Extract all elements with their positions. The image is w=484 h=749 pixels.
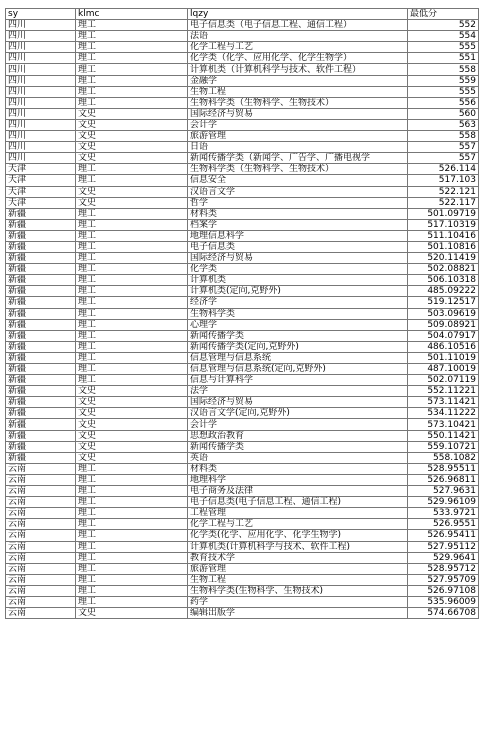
province-cell[interactable]: 新疆	[6, 319, 76, 330]
table-row	[6, 86, 479, 97]
min-score-cell[interactable]: 485.09222	[408, 286, 479, 297]
category-cell[interactable]: 文史	[76, 408, 188, 419]
table-row	[6, 486, 479, 497]
category-cell[interactable]: 理工	[76, 253, 188, 264]
category-cell[interactable]: 理工	[76, 585, 188, 596]
category-cell[interactable]: 文史	[76, 397, 188, 408]
table-row	[6, 31, 479, 42]
major-cell[interactable]: 电子信息类（电子信息工程、通信工程）	[188, 20, 408, 31]
table-row	[6, 552, 479, 563]
category-cell[interactable]: 文史	[76, 131, 188, 142]
major-cell[interactable]: 新闻传播学类(定向,克野外)	[188, 341, 408, 352]
table-row	[6, 352, 479, 363]
major-cell[interactable]: 电子信息类	[188, 241, 408, 252]
category-cell[interactable]: 文史	[76, 441, 188, 452]
province-cell[interactable]: 四川	[6, 86, 76, 97]
major-cell[interactable]: 汉语言文学(定向,克野外)	[188, 408, 408, 419]
category-cell[interactable]: 理工	[76, 319, 188, 330]
category-cell[interactable]: 理工	[76, 20, 188, 31]
min-score-cell[interactable]: 529.9641	[408, 552, 479, 563]
table-row	[6, 541, 479, 552]
table-row	[6, 197, 479, 208]
province-cell[interactable]: 云南	[6, 486, 76, 497]
province-cell[interactable]: 新疆	[6, 352, 76, 363]
major-cell[interactable]: 日语	[188, 142, 408, 153]
province-cell[interactable]: 四川	[6, 75, 76, 86]
table-row	[6, 20, 479, 31]
table-row	[6, 97, 479, 108]
min-score-cell[interactable]: 573.10421	[408, 419, 479, 430]
province-cell[interactable]: 四川	[6, 97, 76, 108]
table-row	[6, 297, 479, 308]
table-row	[6, 563, 479, 574]
major-cell[interactable]: 地理科学	[188, 474, 408, 485]
table-row	[6, 286, 479, 297]
province-cell[interactable]: 云南	[6, 596, 76, 607]
table-row	[6, 596, 479, 607]
category-cell[interactable]: 理工	[76, 86, 188, 97]
table-row	[6, 441, 479, 452]
min-score-cell[interactable]: 487.10019	[408, 364, 479, 375]
category-cell[interactable]: 理工	[76, 64, 188, 75]
province-cell[interactable]: 云南	[6, 574, 76, 585]
table-row	[6, 419, 479, 430]
category-cell[interactable]: 理工	[76, 297, 188, 308]
table-row	[6, 308, 479, 319]
min-score-cell[interactable]: 501.09719	[408, 208, 479, 219]
table-row	[6, 108, 479, 119]
major-cell[interactable]: 档案学	[188, 219, 408, 230]
min-score-cell[interactable]: 527.95112	[408, 541, 479, 552]
min-score-cell[interactable]: 533.9721	[408, 508, 479, 519]
major-cell[interactable]: 旅游管理	[188, 131, 408, 142]
major-cell[interactable]: 电子商务及法律	[188, 486, 408, 497]
province-cell[interactable]: 云南	[6, 585, 76, 596]
category-cell[interactable]: 理工	[76, 486, 188, 497]
province-cell[interactable]: 新疆	[6, 241, 76, 252]
major-cell[interactable]: 生物工程	[188, 86, 408, 97]
min-score-cell[interactable]: 560	[408, 108, 479, 119]
category-cell[interactable]: 理工	[76, 563, 188, 574]
min-score-cell[interactable]: 519.12517	[408, 297, 479, 308]
min-score-cell[interactable]: 526.9551	[408, 519, 479, 530]
province-cell[interactable]: 云南	[6, 541, 76, 552]
category-cell[interactable]: 理工	[76, 574, 188, 585]
header-cell-lqzy[interactable]: lqzy	[188, 9, 408, 20]
table-row	[6, 408, 479, 419]
table-row	[6, 131, 479, 142]
category-cell[interactable]: 理工	[76, 330, 188, 341]
province-cell[interactable]: 云南	[6, 474, 76, 485]
min-score-cell[interactable]: 527.95709	[408, 574, 479, 585]
major-cell[interactable]: 信息管理与信息系统	[188, 352, 408, 363]
major-cell[interactable]: 教育技术学	[188, 552, 408, 563]
category-cell[interactable]: 理工	[76, 75, 188, 86]
category-cell[interactable]: 文史	[76, 119, 188, 130]
min-score-cell[interactable]: 526.114	[408, 164, 479, 175]
province-cell[interactable]: 云南	[6, 530, 76, 541]
table-row	[6, 452, 479, 463]
province-cell[interactable]: 云南	[6, 563, 76, 574]
min-score-cell[interactable]: 551	[408, 53, 479, 64]
min-score-cell[interactable]: 522.117	[408, 197, 479, 208]
major-cell[interactable]: 化学类	[188, 264, 408, 275]
major-cell[interactable]: 国际经济与贸易	[188, 253, 408, 264]
province-cell[interactable]: 云南	[6, 552, 76, 563]
province-cell[interactable]: 四川	[6, 31, 76, 42]
major-cell[interactable]: 计算机类(定向,克野外)	[188, 286, 408, 297]
category-cell[interactable]: 理工	[76, 508, 188, 519]
table-row	[6, 585, 479, 596]
category-cell[interactable]: 理工	[76, 463, 188, 474]
province-cell[interactable]: 四川	[6, 119, 76, 130]
major-cell[interactable]: 旅游管理	[188, 563, 408, 574]
min-score-cell[interactable]: 528.95712	[408, 563, 479, 574]
min-score-cell[interactable]: 535.96009	[408, 596, 479, 607]
table-row	[6, 574, 479, 585]
province-cell[interactable]: 新疆	[6, 253, 76, 264]
category-cell[interactable]: 理工	[76, 352, 188, 363]
min-score-cell[interactable]: 558	[408, 131, 479, 142]
major-cell[interactable]: 新闻传播学类（新闻学、广告学、广播电视学	[188, 153, 408, 164]
category-cell[interactable]: 文史	[76, 108, 188, 119]
major-cell[interactable]: 法语	[188, 31, 408, 42]
major-cell[interactable]: 药学	[188, 596, 408, 607]
min-score-cell[interactable]: 526.97108	[408, 585, 479, 596]
table-row	[6, 519, 479, 530]
table-row	[6, 497, 479, 508]
province-cell[interactable]: 天津	[6, 175, 76, 186]
category-cell[interactable]: 理工	[76, 175, 188, 186]
province-cell[interactable]: 新疆	[6, 230, 76, 241]
min-score-cell[interactable]: 509.08921	[408, 319, 479, 330]
table-row	[6, 397, 479, 408]
province-cell[interactable]: 四川	[6, 42, 76, 53]
category-cell[interactable]: 文史	[76, 452, 188, 463]
table-row	[6, 463, 479, 474]
min-score-cell[interactable]: 559.10721	[408, 441, 479, 452]
category-cell[interactable]: 理工	[76, 42, 188, 53]
min-score-cell[interactable]: 528.95511	[408, 463, 479, 474]
min-score-cell[interactable]: 527.9631	[408, 486, 479, 497]
min-score-cell[interactable]: 552	[408, 20, 479, 31]
category-cell[interactable]: 理工	[76, 275, 188, 286]
major-cell[interactable]: 电子信息类(电子信息工程、通信工程)	[188, 497, 408, 508]
min-score-cell[interactable]: 557	[408, 142, 479, 153]
min-score-cell[interactable]: 558	[408, 64, 479, 75]
table-row	[6, 319, 479, 330]
category-cell[interactable]: 文史	[76, 608, 188, 619]
table-row	[6, 275, 479, 286]
category-cell[interactable]: 理工	[76, 596, 188, 607]
category-cell[interactable]: 理工	[76, 364, 188, 375]
table-row	[6, 474, 479, 485]
category-cell[interactable]: 理工	[76, 530, 188, 541]
table-row	[6, 508, 479, 519]
table-row	[6, 42, 479, 53]
table-row	[6, 64, 479, 75]
min-score-cell[interactable]: 517.103	[408, 175, 479, 186]
major-cell[interactable]: 化学类（化学、应用化学、化学生物学）	[188, 53, 408, 64]
table-row	[6, 253, 479, 264]
table-row	[6, 530, 479, 541]
table-row	[6, 164, 479, 175]
province-cell[interactable]: 新疆	[6, 430, 76, 441]
min-score-cell[interactable]: 503.09619	[408, 308, 479, 319]
category-cell[interactable]: 理工	[76, 541, 188, 552]
min-score-cell[interactable]: 511.10416	[408, 230, 479, 241]
major-cell[interactable]: 会计学	[188, 119, 408, 130]
major-cell[interactable]: 新闻传播学类	[188, 330, 408, 341]
category-cell[interactable]: 理工	[76, 164, 188, 175]
category-cell[interactable]: 理工	[76, 341, 188, 352]
min-score-cell[interactable]: 556	[408, 97, 479, 108]
category-cell[interactable]: 文史	[76, 386, 188, 397]
table-row	[6, 119, 479, 130]
category-cell[interactable]: 文史	[76, 430, 188, 441]
category-cell[interactable]: 理工	[76, 219, 188, 230]
min-score-cell[interactable]: 555	[408, 42, 479, 53]
province-cell[interactable]: 四川	[6, 20, 76, 31]
province-cell[interactable]: 新疆	[6, 275, 76, 286]
category-cell[interactable]: 理工	[76, 230, 188, 241]
province-cell[interactable]: 四川	[6, 53, 76, 64]
category-cell[interactable]: 理工	[76, 264, 188, 275]
category-cell[interactable]: 理工	[76, 474, 188, 485]
major-cell[interactable]: 生物工程	[188, 574, 408, 585]
min-score-cell[interactable]: 501.10816	[408, 241, 479, 252]
table-row	[6, 219, 479, 230]
province-cell[interactable]: 新疆	[6, 264, 76, 275]
major-cell[interactable]: 思想政治教育	[188, 430, 408, 441]
province-cell[interactable]: 新疆	[6, 386, 76, 397]
major-cell[interactable]: 新闻传播学类	[188, 441, 408, 452]
min-score-cell[interactable]: 526.96811	[408, 474, 479, 485]
table-row	[6, 142, 479, 153]
major-cell[interactable]: 编辑出版学	[188, 608, 408, 619]
major-cell[interactable]: 法学	[188, 386, 408, 397]
province-cell[interactable]: 云南	[6, 463, 76, 474]
major-cell[interactable]: 会计学	[188, 419, 408, 430]
province-cell[interactable]: 云南	[6, 508, 76, 519]
category-cell[interactable]: 理工	[76, 552, 188, 563]
province-cell[interactable]: 新疆	[6, 375, 76, 386]
major-cell[interactable]: 地理信息科学	[188, 230, 408, 241]
category-cell[interactable]: 理工	[76, 497, 188, 508]
table-row	[6, 208, 479, 219]
province-cell[interactable]: 新疆	[6, 364, 76, 375]
major-cell[interactable]: 哲学	[188, 197, 408, 208]
category-cell[interactable]: 文史	[76, 142, 188, 153]
table-row	[6, 230, 479, 241]
major-cell[interactable]: 计算机类(计算机科学与技术、软件工程)	[188, 541, 408, 552]
min-score-cell[interactable]: 557	[408, 153, 479, 164]
min-score-cell[interactable]: 574.66708	[408, 608, 479, 619]
major-cell[interactable]: 生物科学类	[188, 308, 408, 319]
province-cell[interactable]: 四川	[6, 142, 76, 153]
category-cell[interactable]: 理工	[76, 53, 188, 64]
min-score-cell[interactable]: 552.11221	[408, 386, 479, 397]
province-cell[interactable]: 四川	[6, 108, 76, 119]
province-cell[interactable]: 新疆	[6, 308, 76, 319]
major-cell[interactable]: 经济学	[188, 297, 408, 308]
header-cell-klmc[interactable]: klmc	[76, 9, 188, 20]
table-row	[6, 241, 479, 252]
major-cell[interactable]: 材料类	[188, 208, 408, 219]
category-cell[interactable]: 理工	[76, 308, 188, 319]
table-row	[6, 608, 479, 619]
major-cell[interactable]: 心理学	[188, 319, 408, 330]
table-row	[6, 186, 479, 197]
province-cell[interactable]: 云南	[6, 608, 76, 619]
min-score-cell[interactable]: 534.11222	[408, 408, 479, 419]
min-score-cell[interactable]: 502.07119	[408, 375, 479, 386]
province-cell[interactable]: 新疆	[6, 397, 76, 408]
major-cell[interactable]: 英语	[188, 452, 408, 463]
major-cell[interactable]: 信息与计算科学	[188, 375, 408, 386]
min-score-cell[interactable]: 502.08821	[408, 264, 479, 275]
major-cell[interactable]: 工程管理	[188, 508, 408, 519]
header-cell-sy[interactable]: sy	[6, 9, 76, 20]
province-cell[interactable]: 新疆	[6, 286, 76, 297]
category-cell[interactable]: 理工	[76, 241, 188, 252]
major-cell[interactable]: 国际经济与贸易	[188, 108, 408, 119]
min-score-cell[interactable]: 520.11419	[408, 253, 479, 264]
category-cell[interactable]: 理工	[76, 286, 188, 297]
min-score-cell[interactable]: 550.11421	[408, 430, 479, 441]
category-cell[interactable]: 文史	[76, 197, 188, 208]
province-cell[interactable]: 新疆	[6, 452, 76, 463]
major-cell[interactable]: 信息管理与信息系统(定向,克野外)	[188, 364, 408, 375]
table-row	[6, 175, 479, 186]
province-cell[interactable]: 四川	[6, 153, 76, 164]
major-cell[interactable]: 生物科学类(生物科学、生物技术)	[188, 585, 408, 596]
province-cell[interactable]: 新疆	[6, 441, 76, 452]
category-cell[interactable]: 理工	[76, 208, 188, 219]
category-cell[interactable]: 文史	[76, 186, 188, 197]
province-cell[interactable]: 四川	[6, 64, 76, 75]
province-cell[interactable]: 天津	[6, 197, 76, 208]
category-cell[interactable]: 文史	[76, 419, 188, 430]
province-cell[interactable]: 云南	[6, 519, 76, 530]
province-cell[interactable]: 新疆	[6, 219, 76, 230]
province-cell[interactable]: 新疆	[6, 408, 76, 419]
header-cell-min-score[interactable]: 最低分	[408, 9, 479, 20]
major-cell[interactable]: 化学工程与工艺	[188, 519, 408, 530]
category-cell[interactable]: 理工	[76, 519, 188, 530]
table-row	[6, 75, 479, 86]
min-score-cell[interactable]: 563	[408, 119, 479, 130]
min-score-cell[interactable]: 522.121	[408, 186, 479, 197]
min-score-cell[interactable]: 504.07917	[408, 330, 479, 341]
province-cell[interactable]: 四川	[6, 131, 76, 142]
province-cell[interactable]: 新疆	[6, 297, 76, 308]
province-cell[interactable]: 新疆	[6, 330, 76, 341]
min-score-cell[interactable]: 555	[408, 86, 479, 97]
header-row	[6, 9, 479, 20]
table-row	[6, 330, 479, 341]
min-score-cell[interactable]: 501.11019	[408, 352, 479, 363]
major-cell[interactable]: 化学类(化学、应用化学、化学生物学)	[188, 530, 408, 541]
min-score-cell[interactable]: 526.95411	[408, 530, 479, 541]
major-cell[interactable]: 计算机类	[188, 275, 408, 286]
min-score-cell[interactable]: 559	[408, 75, 479, 86]
table-row	[6, 341, 479, 352]
major-cell[interactable]: 生物科学类（生物科学、生物技术）	[188, 164, 408, 175]
table-row	[6, 430, 479, 441]
table-row	[6, 386, 479, 397]
min-score-cell[interactable]: 558.1082	[408, 452, 479, 463]
major-cell[interactable]: 金融学	[188, 75, 408, 86]
min-score-cell[interactable]: 506.10318	[408, 275, 479, 286]
province-cell[interactable]: 天津	[6, 186, 76, 197]
min-score-cell[interactable]: 529.96109	[408, 497, 479, 508]
category-cell[interactable]: 理工	[76, 31, 188, 42]
major-cell[interactable]: 汉语言文学	[188, 186, 408, 197]
table-row	[6, 53, 479, 64]
table-row	[6, 375, 479, 386]
min-score-cell[interactable]: 573.11421	[408, 397, 479, 408]
province-cell[interactable]: 天津	[6, 164, 76, 175]
major-cell[interactable]: 信息安全	[188, 175, 408, 186]
province-cell[interactable]: 新疆	[6, 419, 76, 430]
min-score-cell[interactable]: 486.10516	[408, 341, 479, 352]
category-cell[interactable]: 理工	[76, 375, 188, 386]
min-score-cell[interactable]: 517.10319	[408, 219, 479, 230]
category-cell[interactable]: 理工	[76, 97, 188, 108]
province-cell[interactable]: 新疆	[6, 208, 76, 219]
major-cell[interactable]: 化学工程与工艺	[188, 42, 408, 53]
province-cell[interactable]: 云南	[6, 497, 76, 508]
table-row	[6, 364, 479, 375]
major-cell[interactable]: 生物科学类（生物科学、生物技术）	[188, 97, 408, 108]
admission-score-table	[5, 8, 479, 619]
table-row	[6, 264, 479, 275]
table-row	[6, 153, 479, 164]
category-cell[interactable]: 文史	[76, 153, 188, 164]
major-cell[interactable]: 国际经济与贸易	[188, 397, 408, 408]
major-cell[interactable]: 计算机类（计算机科学与技术、软件工程）	[188, 64, 408, 75]
major-cell[interactable]: 材料类	[188, 463, 408, 474]
min-score-cell[interactable]: 554	[408, 31, 479, 42]
province-cell[interactable]: 新疆	[6, 341, 76, 352]
